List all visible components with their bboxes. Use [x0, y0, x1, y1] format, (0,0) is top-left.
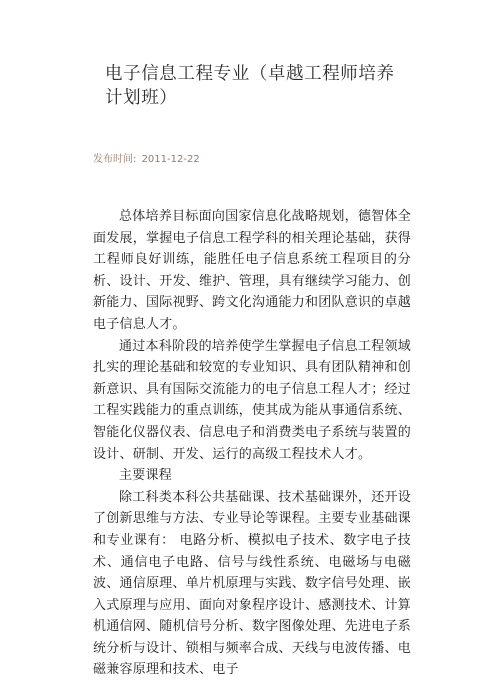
paragraph-training: 通过本科阶段的培养使学生掌握电子信息工程领域扎实的理论基础和较宽的专业知识、具有团队精神和创新意识、具有国际交流能力的电子信息工程人才；经过工程实践能力的重点训练，使其成为能从事通信系统、智能化仪器仪表、信息电子和消费类电子系统与装置的设计、研制、开发、运行的高级工程技术人才。: [93, 338, 412, 462]
publish-info: [93, 150, 202, 165]
paragraph-goal: 总体培养目标面向国家信息化战略规划，德智体全面发展，掌握电子信息工程学科的相关理论基础，获得工程师良好训练，能胜任电子信息系统工程项目的分析、设计、开发、维护、管理，具有继续学习能力、创新能力、国际视野、跨文化沟通能力和团队意识的卓越电子信息人才。: [93, 209, 412, 332]
article-body: [93, 206, 411, 681]
publish-date: 2011-12-22: [141, 154, 200, 165]
section-heading-courses: 主要课程: [119, 468, 173, 484]
publish-label: 发布时间:: [93, 154, 137, 165]
paragraph-courses: 除工科类本科公共基础课、技术基础课外，还开设了创新思维与方法、专业导论等课程。主要专业基础课和专业课有： 电路分析、模拟电子技术、数字电子技术、通信电子电路、信号与线性系统、电磁场与电磁波、通信原理、单片机原理与实践、数字信号处理、嵌入式原理与应用、面向对象程序设计、感测技术、计算机通信网、随机信号分析、数字图像处理、先进电子系统分析与设计、锁相与频率合成、天线与电波传播、电磁兼容原理和技术、电子: [93, 489, 412, 678]
article-title: 电子信息工程专业（卓越工程师培养计划班）: [105, 64, 395, 108]
